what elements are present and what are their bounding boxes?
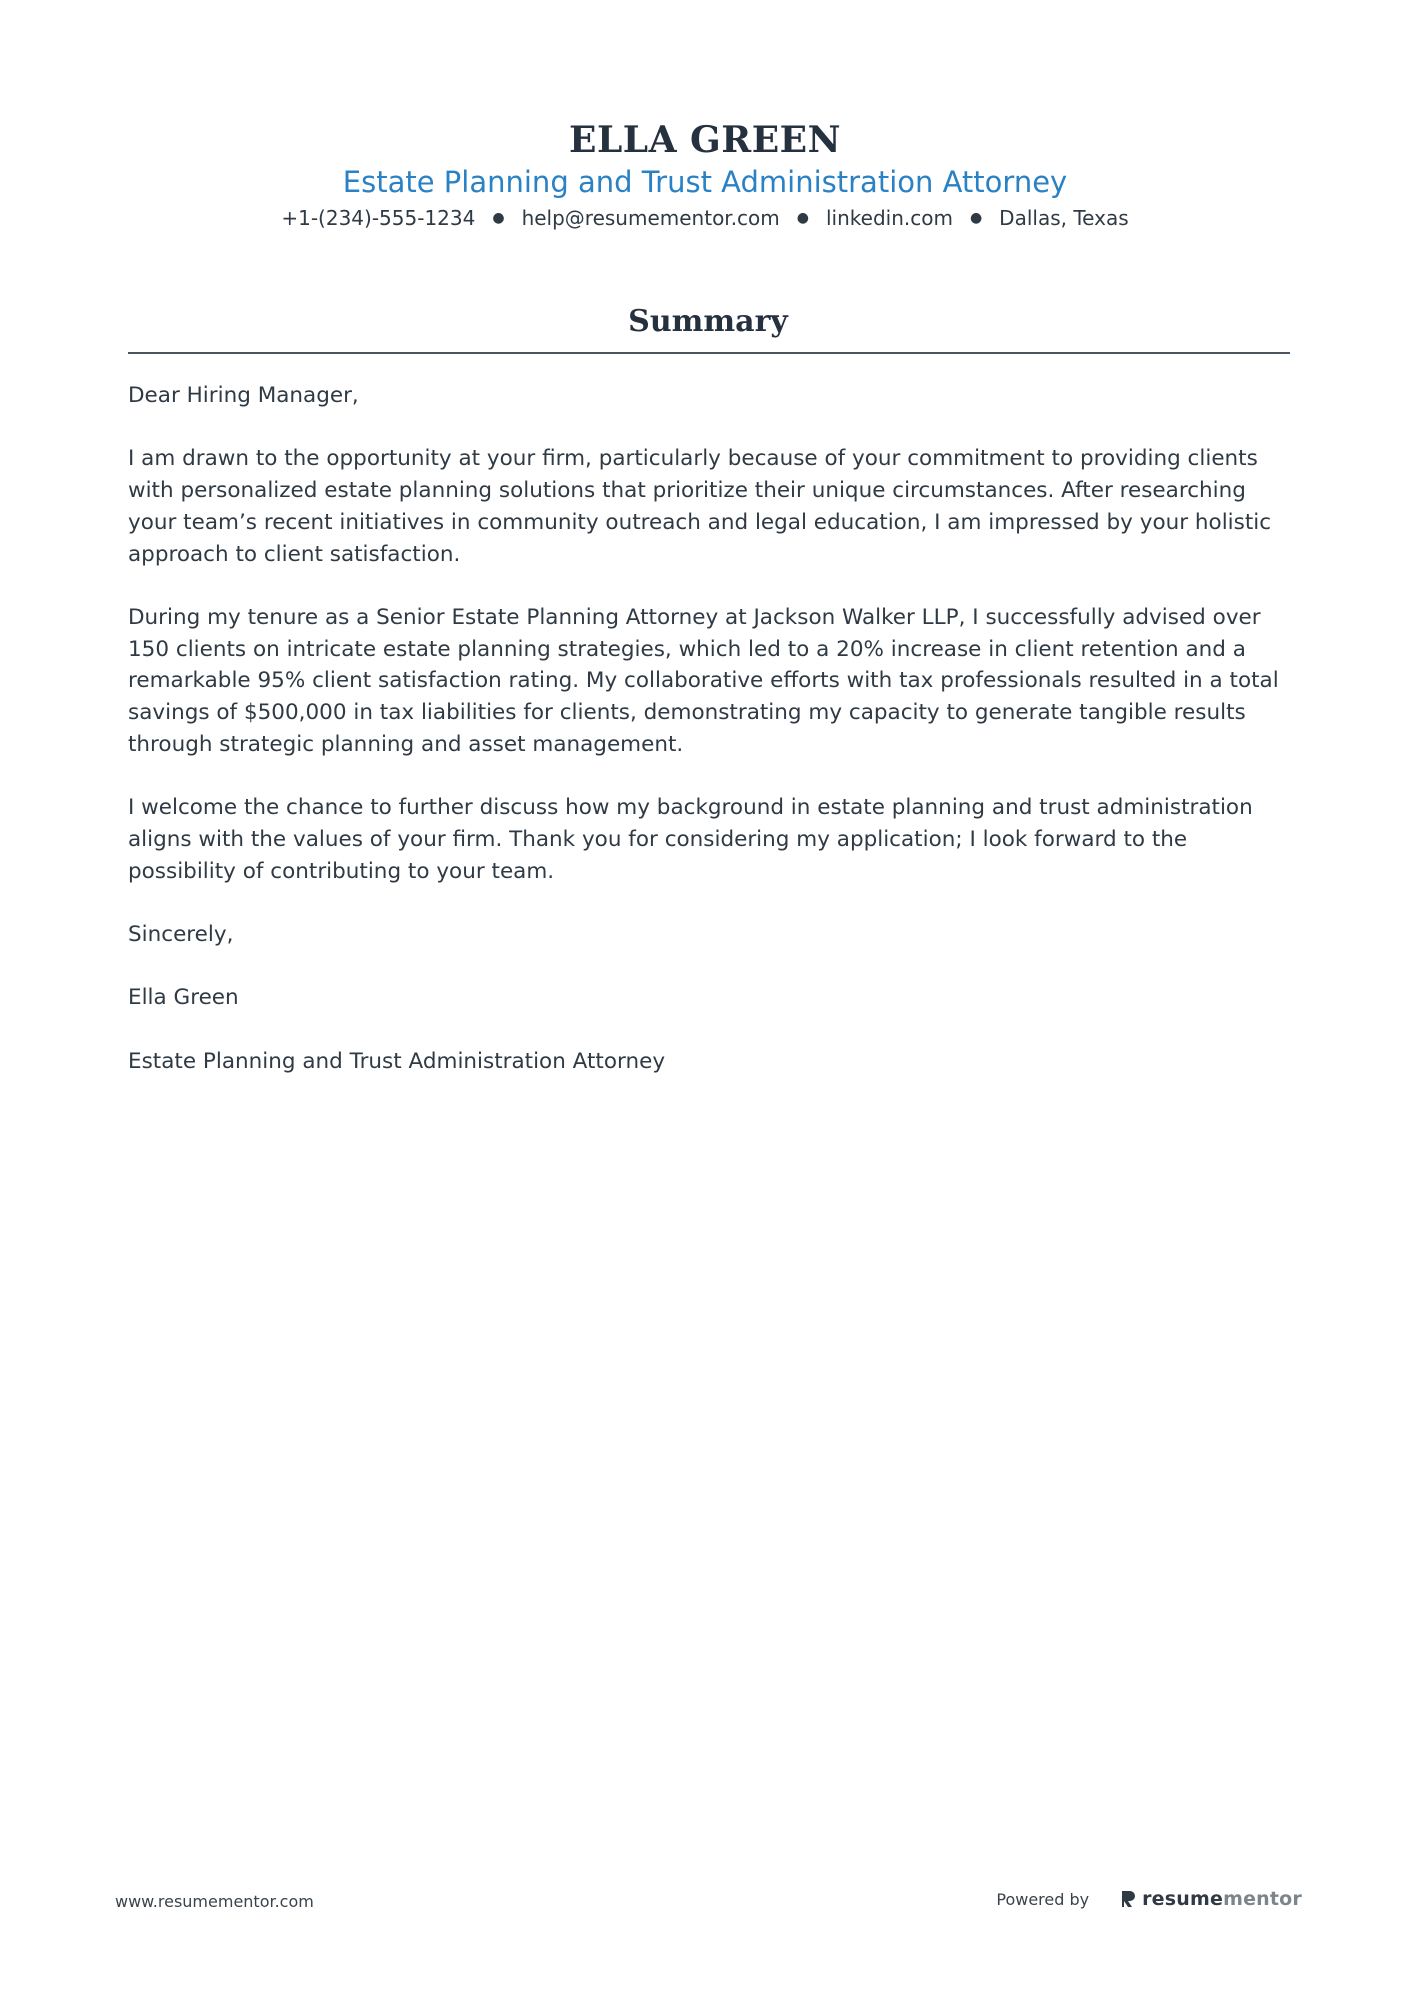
contact-location: Dallas, Texas — [999, 206, 1129, 230]
letter-body — [128, 380, 1293, 1109]
applicant-name: ELLA GREEN — [569, 119, 841, 161]
brand-name-part1: resume — [1142, 1888, 1224, 1910]
letter-paragraph: I am drawn to the opportunity at your firm, particularly because of your commitment to providing clients with personalized estate planning solutions that prioritize their unique circumstances. After researching your team’s recent initiatives in community outreach and legal education, I am impressed by your holistic approach to client satisfaction. — [128, 446, 1272, 567]
contact-email: help@resumementor.com — [521, 206, 780, 230]
letter-header — [0, 118, 1410, 232]
letter-paragraph: I welcome the chance to further discuss how my background in estate planning and trust administration aligns with the values of your firm. Thank you for considering my application; I look forward to the possibility of contributing to your team. — [128, 795, 1253, 884]
signature-title: Estate Planning and Trust Administration Attorney — [128, 1048, 666, 1074]
contact-line — [0, 204, 1410, 232]
footer-branding — [996, 1888, 1302, 1910]
bullet-separator-icon: ● — [492, 210, 505, 226]
letter-paragraph: During my tenure as a Senior Estate Planning Attorney at Jackson Walker LLP, I successfully advised over 150 clients on intricate estate planning strategies, which led to a 20% increase in client retention and a remarkable 95% client satisfaction rating. My collaborative efforts with tax professionals resulted in a total savings of $500,000 in tax liabilities for clients, demonstrating my capacity to generate tangible results through strategic planning and asset management. — [128, 604, 1279, 757]
brand-logo — [1119, 1888, 1302, 1910]
bullet-separator-icon: ● — [796, 210, 809, 226]
brand-name-part2: mentor — [1223, 1888, 1302, 1910]
footer-website: www.resumementor.com — [115, 1892, 314, 1911]
resumementor-logo-icon — [1119, 1889, 1137, 1909]
applicant-title: Estate Planning and Trust Administration Attorney — [342, 165, 1068, 199]
section-heading-summary: Summary — [628, 304, 788, 339]
bullet-separator-icon: ● — [969, 210, 983, 226]
signature-name: Ella Green — [128, 985, 239, 1011]
section-divider — [128, 352, 1290, 354]
contact-phone: +1-(234)-555-1234 — [281, 206, 476, 230]
letter-salutation: Dear Hiring Manager, — [128, 383, 359, 408]
powered-by-label: Powered by — [996, 1889, 1090, 1909]
contact-linkedin: linkedin.com — [825, 206, 953, 230]
letter-closing: Sincerely, — [128, 921, 234, 947]
